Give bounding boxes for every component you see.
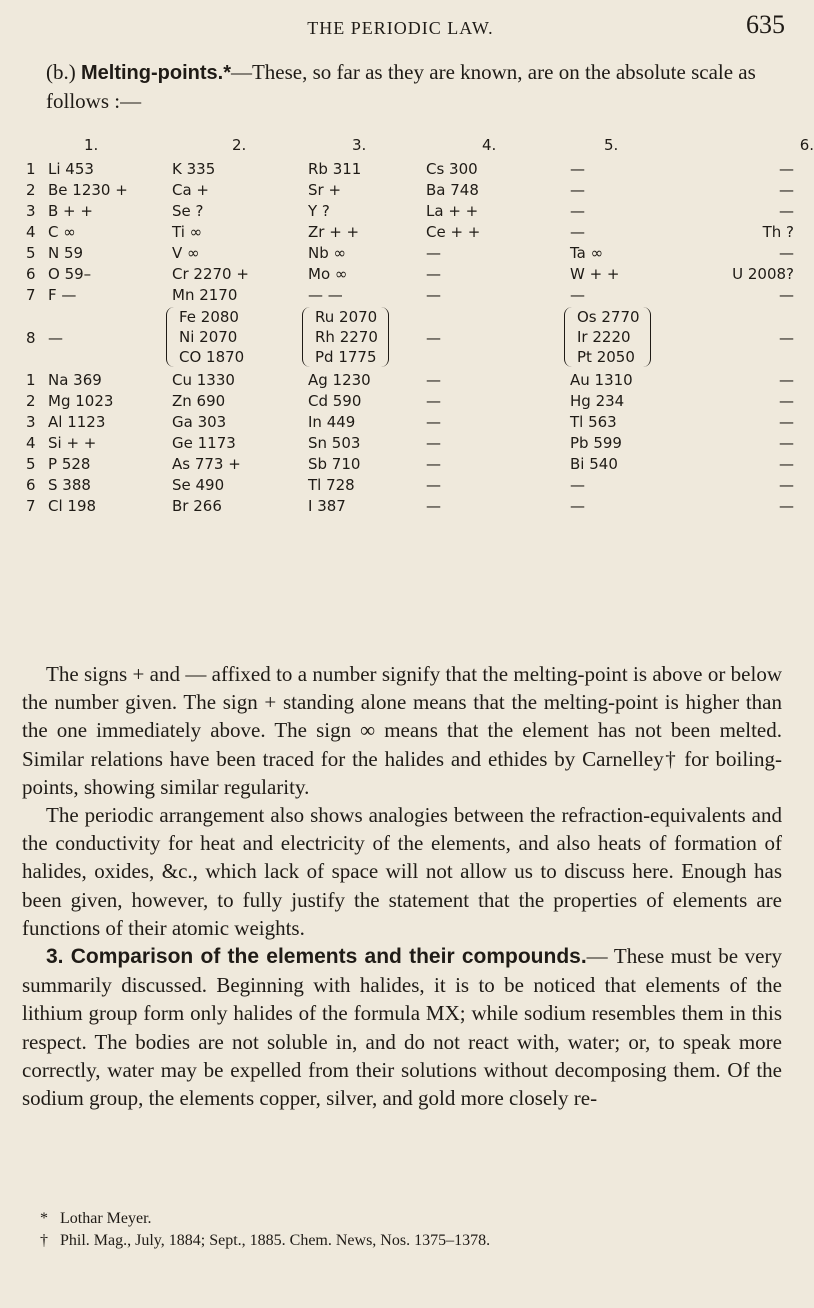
table-cell: Ca + (172, 181, 210, 199)
table-cell: Bi 540 (570, 455, 618, 473)
table-cell: — (48, 329, 63, 347)
table-cell: W + + (570, 265, 620, 283)
table-row (22, 371, 794, 392)
table-cell: — (426, 265, 441, 283)
running-title: THE PERIODIC LAW. (307, 18, 494, 38)
table-cell: Ge 1173 (172, 434, 236, 452)
page-header (0, 8, 801, 48)
table-cell: Os 2770 (577, 308, 640, 326)
table-cell: Pd 1775 (315, 348, 377, 366)
table-cell: Fe 2080 (179, 308, 239, 326)
table-cell: — (779, 455, 794, 473)
table-cell: — (426, 286, 441, 304)
row-number: 7 (26, 286, 36, 304)
table-cell: Si + + (48, 434, 97, 452)
table-cell: Br 266 (172, 497, 222, 515)
table-cell: Cr 2270 + (172, 265, 249, 283)
table-row (22, 265, 794, 286)
footnote-mark: † (40, 1232, 48, 1249)
table-cell: N 59 (48, 244, 84, 262)
table-cell: Sr + (308, 181, 342, 199)
table-cell: — (426, 413, 441, 431)
table-cell: — (779, 181, 794, 199)
table-cell: — (779, 202, 794, 220)
column-header: 2. (232, 136, 247, 154)
table-cell: — (570, 160, 585, 178)
table-cell: Mo ∞ (308, 265, 348, 283)
table-cell: — (779, 244, 794, 262)
footnote-text: Lothar Meyer. (60, 1210, 152, 1227)
table-row (22, 202, 794, 223)
table-cell: — (779, 392, 794, 410)
table-row (22, 223, 794, 244)
table-cell: Se ? (172, 202, 204, 220)
footnote (40, 1208, 780, 1230)
row-number: 2 (26, 181, 36, 199)
table-cell: In 449 (308, 413, 356, 431)
row-number: 2 (26, 392, 36, 410)
row-number: 3 (26, 413, 36, 431)
table-cell: K 335 (172, 160, 216, 178)
table-cell: — (426, 392, 441, 410)
column-header: 6. (799, 136, 814, 154)
table-cell: Rb 311 (308, 160, 362, 178)
table-cell: — (426, 497, 441, 515)
table-cell: Ti ∞ (172, 223, 203, 241)
table-cell: Cl 198 (48, 497, 97, 515)
table-cell: — — (308, 286, 343, 304)
table-cell: — (779, 497, 794, 515)
table-cell: Cd 590 (308, 392, 362, 410)
footnote-text: Phil. Mag., July, 1884; Sept., 1885. Chem. News, Nos. 1375–1378. (60, 1232, 491, 1249)
table-cell: Th ? (762, 223, 794, 241)
table-cell: Cu 1330 (172, 371, 235, 389)
row-number: 6 (26, 476, 36, 494)
table-cell: C ∞ (48, 223, 76, 241)
table-row (22, 244, 794, 265)
table-cell: — (570, 202, 585, 220)
table-cell: U 2008? (732, 265, 794, 283)
table-cell: As 773 + (172, 455, 241, 473)
table-cell: — (426, 476, 441, 494)
table-row (22, 455, 794, 476)
table-row-group-8 (22, 307, 794, 371)
table-cell: — (426, 371, 441, 389)
table-cell: Mn 2170 (172, 286, 238, 304)
table-cell: — (779, 160, 794, 178)
footnote-mark: * (40, 1210, 48, 1227)
table-cell: Y ? (308, 202, 330, 220)
table-cell: Mg 1023 (48, 392, 114, 410)
row-number: 1 (26, 371, 36, 389)
row-number: 4 (26, 223, 36, 241)
table-cell: F — (48, 286, 77, 304)
table-cell: Tl 563 (570, 413, 617, 431)
table-cell: Sn 503 (308, 434, 361, 452)
column-header: 3. (352, 136, 367, 154)
table-cell: — (779, 286, 794, 304)
table-header-row (22, 136, 814, 160)
table-cell: Ga 303 (172, 413, 227, 431)
table-cell: Ag 1230 (308, 371, 371, 389)
table-cell: — (426, 329, 441, 347)
table-cell: Pt 2050 (577, 348, 635, 366)
table-cell: Li 453 (48, 160, 94, 178)
table-row (22, 392, 794, 413)
section-heading: Melting-points.* (81, 62, 231, 84)
row-number: 5 (26, 244, 36, 262)
table-cell: Al 1123 (48, 413, 106, 431)
table-cell: Se 490 (172, 476, 225, 494)
table-cell: — (426, 455, 441, 473)
paragraph: The periodic arrangement also shows analogies between the refraction-equivalents and the conductivity for heat and electricity of the elements, and also heats of formation of halides, oxides, &c., which lack of space will not allow us to discuss here. Enough has been given, however, to fully justify the statement that the properties of elements are functions of their atomic weights. (22, 803, 782, 940)
column-header: 1. (84, 136, 99, 154)
row-number: 1 (26, 160, 36, 178)
table-cell: Rh 2270 (315, 328, 378, 346)
table-row (22, 181, 794, 202)
table-cell: Be 1230 + (48, 181, 128, 199)
table-cell: Pb 599 (570, 434, 622, 452)
bracket-group-ruthenium (302, 307, 389, 367)
row-number: 7 (26, 497, 36, 515)
table-cell: — (779, 434, 794, 452)
table-cell: — (426, 434, 441, 452)
table-cell: — (570, 286, 585, 304)
row-number: 3 (26, 202, 36, 220)
table-cell: Zr + + (308, 223, 360, 241)
footnote (40, 1230, 780, 1252)
table-cell: O 59– (48, 265, 92, 283)
table-cell: Nb ∞ (308, 244, 347, 262)
table-cell: — (570, 476, 585, 494)
melting-points-table (22, 136, 814, 518)
table-cell: — (426, 244, 441, 262)
table-cell: — (779, 413, 794, 431)
table-cell: Ni 2070 (179, 328, 238, 346)
subsection-heading: 3. Comparison of the elements and their compounds. (46, 945, 587, 969)
table-cell: La + + (426, 202, 479, 220)
table-cell: Ce + + (426, 223, 481, 241)
table-cell: — (779, 329, 794, 347)
column-header: 4. (482, 136, 497, 154)
page-number: 635 (746, 10, 785, 39)
paragraph-text: — These must be very summarily discussed. Beginning with halides, it is to be noticed that elements of the lithium group form only halides of the formula MX; while sodium resembles them in this respect. The bodies are not soluble in, and do not react with, water; or, to speak more correctly, water may be expelled from their solutions without decomposing them. Of the sodium group, the elements copper, silver, and gold more closely re- (22, 944, 782, 1111)
table-cell: Au 1310 (570, 371, 633, 389)
table-cell: I 387 (308, 497, 346, 515)
table-row (22, 160, 794, 181)
table-cell: Ta ∞ (570, 244, 604, 262)
table-row (22, 497, 794, 518)
bracket-group-iron (166, 307, 254, 367)
table-cell: P 528 (48, 455, 91, 473)
table-cell: Cs 300 (426, 160, 478, 178)
table-row (22, 286, 794, 307)
table-cell: S 388 (48, 476, 91, 494)
table-cell: Ru 2070 (315, 308, 378, 326)
section-intro (46, 58, 786, 115)
table-cell: B + + (48, 202, 93, 220)
table-cell: Na 369 (48, 371, 102, 389)
table-cell: CO 1870 (179, 348, 245, 366)
table-cell: — (570, 223, 585, 241)
table-cell: Tl 728 (308, 476, 355, 494)
footnotes (40, 1208, 780, 1252)
table-cell: — (570, 497, 585, 515)
bracket-group-osmium (564, 307, 651, 367)
section-label: (b.) (46, 60, 76, 84)
table-row (22, 434, 794, 455)
table-row (22, 476, 794, 497)
row-number: 5 (26, 455, 36, 473)
column-header: 5. (604, 136, 619, 154)
row-number: 8 (26, 329, 36, 347)
paragraph: The signs + and — affixed to a number signify that the melting-point is above or below the number given. The sign + standing alone means that the melting-point is higher than the one immediately above. The sign ∞ means that the element has not been melted. Similar relations have been traced for the halides and ethides by Carnelley† for boiling-points, showing similar regularity. (22, 662, 782, 799)
table-row (22, 413, 794, 434)
row-number: 6 (26, 265, 36, 283)
table-cell: Ir 2220 (577, 328, 631, 346)
body-text (22, 660, 782, 1112)
section-lead: —These, so far as they are known, are on the absolute scale as follows :— (46, 60, 756, 113)
table-cell: Hg 234 (570, 392, 625, 410)
table-cell: V ∞ (172, 244, 200, 262)
table-cell: Zn 690 (172, 392, 226, 410)
row-number: 4 (26, 434, 36, 452)
table-cell: Sb 710 (308, 455, 361, 473)
paragraph (22, 942, 782, 1112)
table-cell: — (570, 181, 585, 199)
table-cell: — (779, 371, 794, 389)
table-cell: — (779, 476, 794, 494)
table-cell: Ba 748 (426, 181, 479, 199)
